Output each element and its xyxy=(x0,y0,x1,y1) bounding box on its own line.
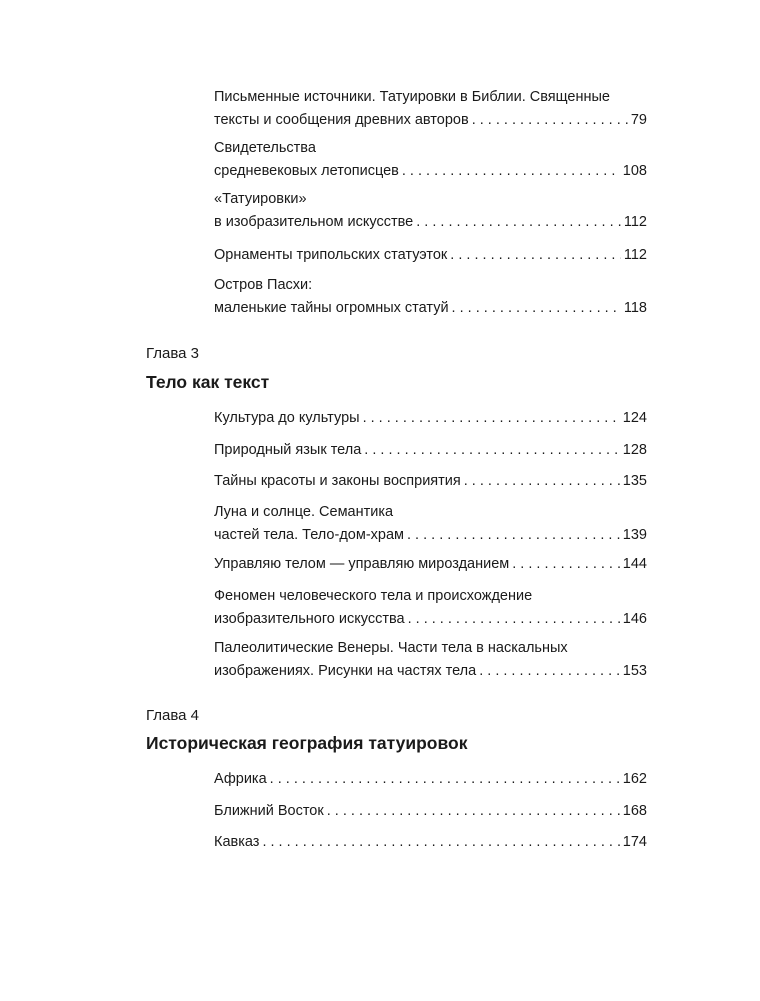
dot-leader xyxy=(270,768,620,791)
toc-entry[interactable] xyxy=(214,274,647,320)
entry-title-line: Природный язык тела xyxy=(214,442,362,458)
entry-title-line: Культура до культуры xyxy=(214,410,360,426)
entry-title-line: тексты и сообщения древних авторов xyxy=(214,112,469,128)
dot-leader xyxy=(402,160,620,183)
page-number: 112 xyxy=(623,214,647,230)
dot-leader xyxy=(327,800,620,823)
entry-title-line: Орнаменты трипольских статуэток xyxy=(214,247,448,263)
page-number: 168 xyxy=(622,803,647,819)
page-number: 135 xyxy=(622,473,647,489)
entry-title-line: средневековых летописцев xyxy=(214,163,399,179)
entry-title-line: Кавказ xyxy=(214,834,260,850)
toc-entry[interactable] xyxy=(214,553,647,576)
page-number: 174 xyxy=(622,834,647,850)
toc-entry[interactable] xyxy=(214,470,647,493)
page-number: 118 xyxy=(623,300,647,316)
toc-entry[interactable] xyxy=(214,585,647,631)
dot-leader xyxy=(416,211,621,234)
dot-leader xyxy=(472,109,628,132)
toc-entry[interactable] xyxy=(214,86,647,132)
dot-leader xyxy=(364,439,620,462)
page-number: 162 xyxy=(622,771,647,787)
toc-entry[interactable] xyxy=(214,244,647,267)
toc-entry[interactable] xyxy=(214,831,647,854)
dot-leader xyxy=(407,524,620,547)
entry-title-line: Письменные источники. Татуировки в Библии. Священные xyxy=(214,89,610,105)
dot-leader xyxy=(363,407,620,430)
entry-title-line: в изобразительном искусстве xyxy=(214,214,414,230)
chapter-number: Глава 3 xyxy=(146,345,200,362)
entry-title-line: частей тела. Тело-дом-храм xyxy=(214,527,404,543)
page-number: 108 xyxy=(622,163,647,179)
page-number: 128 xyxy=(622,442,647,458)
toc-entry[interactable] xyxy=(214,501,647,547)
entry-title-line: Африка xyxy=(214,771,267,787)
page-number: 139 xyxy=(622,527,647,543)
entry-title-line: Тайны красоты и законы восприятия xyxy=(214,473,461,489)
chapter-number: Глава 4 xyxy=(146,707,200,724)
page-number: 146 xyxy=(622,611,647,627)
dot-leader xyxy=(450,244,621,267)
entry-title-line: Ближний Восток xyxy=(214,803,324,819)
entry-title-line: изображениях. Рисунки на частях тела xyxy=(214,663,477,679)
dot-leader xyxy=(452,297,621,320)
toc-entry[interactable] xyxy=(214,800,647,823)
dot-leader xyxy=(464,470,620,493)
entry-title-line: маленькие тайны огромных статуй xyxy=(214,300,449,316)
page-number: 112 xyxy=(623,247,647,263)
dot-leader xyxy=(262,831,619,854)
page-number: 144 xyxy=(622,556,647,572)
entry-title-line: Феномен человеческого тела и происхождение xyxy=(214,588,533,604)
dot-leader xyxy=(512,553,620,576)
dot-leader xyxy=(479,660,620,683)
entry-title-line: Свидетельства xyxy=(214,140,316,156)
entry-title-line: Луна и солнце. Семантика xyxy=(214,504,394,520)
dot-leader xyxy=(408,608,620,631)
toc-entry[interactable] xyxy=(214,768,647,791)
toc-entry[interactable] xyxy=(214,637,647,683)
chapter-title[interactable]: Историческая география татуировок xyxy=(146,733,468,753)
page-number: 153 xyxy=(622,663,647,679)
entry-title-line: изобразительного искусства xyxy=(214,611,405,627)
chapter-title[interactable]: Тело как текст xyxy=(146,372,270,392)
page-number: 124 xyxy=(622,410,647,426)
entry-title-line: Остров Пасхи: xyxy=(214,277,313,293)
entry-title-line: Управляю телом — управляю мирозданием xyxy=(214,556,510,572)
toc-entry[interactable] xyxy=(214,137,647,183)
toc-entry[interactable] xyxy=(214,439,647,462)
toc-entry[interactable] xyxy=(214,407,647,430)
entry-title-line: «Татуировки» xyxy=(214,191,307,207)
toc-entry[interactable] xyxy=(214,188,647,234)
page-number: 79 xyxy=(630,112,647,128)
entry-title-line: Палеолитические Венеры. Части тела в наскальных xyxy=(214,640,568,656)
